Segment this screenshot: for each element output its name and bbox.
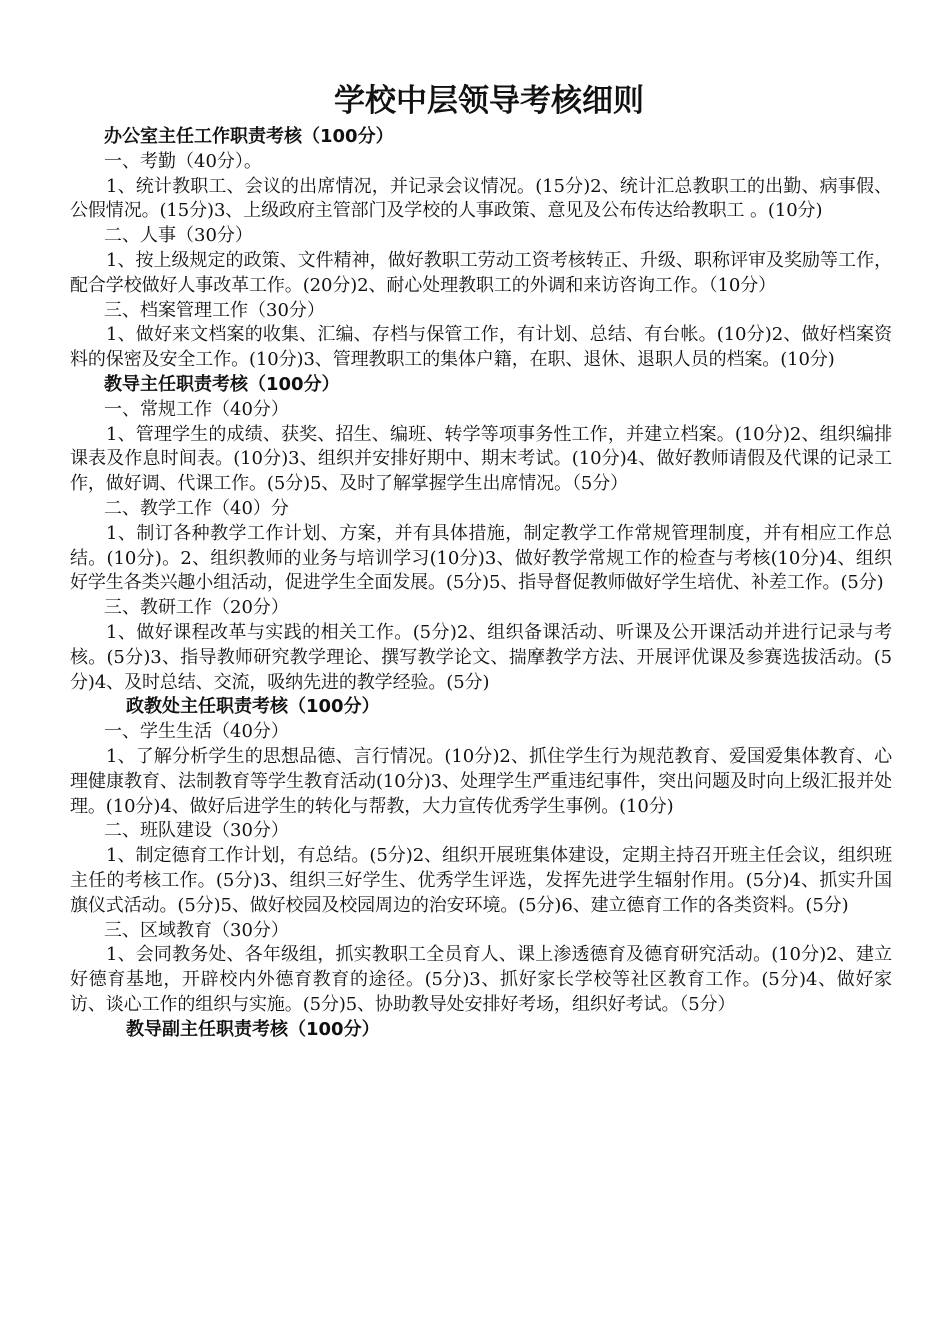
section-heading-office-director: 办公室主任工作职责考核（100分）: [104, 126, 394, 147]
subsection-heading: 三、教研工作（20分）: [104, 597, 289, 619]
subsection-heading: 二、班队建设（30分）: [104, 820, 289, 842]
paragraph: 1、统计教职工、会议的出席情况，并记录会议情况。(15分)2、统计汇总教职工的出勤、病事假、公假情况。(15分)3、上级政府主管部门及学校的人事政策、意见及公布传达给教职工 。(10分): [70, 175, 892, 222]
subsection-heading: 二、人事（30分）: [104, 225, 253, 247]
paragraph: 1、管理学生的成绩、获奖、招生、编班、转学等项事务性工作，并建立档案。(10分)2、组织编排课表及作息时间表。(10分)3、组织并安排好期中、期末考试。(10分)4、做好教师请假及代课的记录工作，做好调、代课工作。(5分)5、及时了解掌握学生出席情况。（5分）: [70, 423, 892, 495]
subsection-heading: 一、常规工作（40分）: [104, 398, 289, 420]
paragraph: 1、了解分析学生的思想品德、言行情况。(10分)2、抓住学生行为规范教育、爱国爱集体教育、心理健康教育、法制教育等学生教育活动(10分)3、处理学生严重违纪事件，突出问题及时向上级汇报并处理。(10分)4、做好后进学生的转化与帮教，大力宣传优秀学生事例。(10分): [70, 745, 892, 817]
paragraph: 1、会同教务处、各年级组，抓实教职工全员育人、课上渗透德育及德育研究活动。(10分)2、建立好德育基地，开辟校内外德育教育的途径。(5分)3、抓好家长学校等社区教育工作。(5分)4、做好家访、谈心工作的组织与实施。(5分)5、协助教导处安排好考场，组织好考试。（5分）: [70, 944, 892, 1015]
subsection-heading: 一、学生生活（40分）: [104, 721, 289, 743]
section-heading-deputy-academic-director: 教导副主任职责考核（100分）: [126, 1018, 380, 1040]
section-heading-academic-director: 教导主任职责考核（100分）: [104, 373, 340, 395]
paragraph: 1、做好课程改革与实践的相关工作。(5分)2、组织备课活动、听课及公开课活动并进行记录与考核。(5分)3、指导教师研究教学理论、撰写教学论文、揣摩教学方法、开展评优课及参赛选拔活动。(5分)4、及时总结、交流，吸纳先进的教学经验。(5分): [70, 621, 892, 693]
subsection-heading: 三、区域教育（30分）: [104, 919, 289, 941]
document-title: 学校中层领导考核细则: [334, 83, 644, 119]
paragraph: 1、做好来文档案的收集、汇编、存档与保管工作，有计划、总结、有台帐。(10分)2、做好档案资料的保密及安全工作。(10分)3、管理教职工的集体户籍，在职、退休、退职人员的档案。(10分): [70, 324, 892, 371]
subsection-heading: 三、档案管理工作（30分）: [104, 299, 325, 321]
paragraph: 1、按上级规定的政策、文件精神，做好教职工劳动工资考核转正、升级、职称评审及奖励等工作，配合学校做好人事改革工作。(20分)2、耐心处理教职工的外调和来访咨询工作。（10分）: [70, 249, 892, 296]
paragraph: 1、制订各种教学工作计划、方案，并有具体措施，制定教学工作常规管理制度，并有相应工作总结。(10分)。2、组织教师的业务与培训学习(10分)3、做好教学常规工作的检查与考核(10分)4、组织好学生各类兴趣小组活动，促进学生全面发展。(5分)5、指导督促教师做好学生培优、补差工作。(5分): [70, 522, 892, 594]
paragraph: 1、制定德育工作计划，有总结。(5分)2、组织开展班集体建设，定期主持召开班主任会议，组织班主任的考核工作。(5分)3、组织三好学生、优秀学生评选，发挥先进学生辐射作用。(5分)4、抓实升国旗仪式活动。(5分)5、做好校园及校园周边的治安环境。(5分)6、建立德育工作的各类资料。(5分): [70, 845, 892, 916]
subsection-heading: 二、教学工作（40）分: [104, 497, 289, 519]
subsection-heading: 一、考勤（40分）。: [104, 150, 262, 172]
section-heading-moral-education-director: 政教处主任职责考核（100分）: [126, 696, 380, 718]
